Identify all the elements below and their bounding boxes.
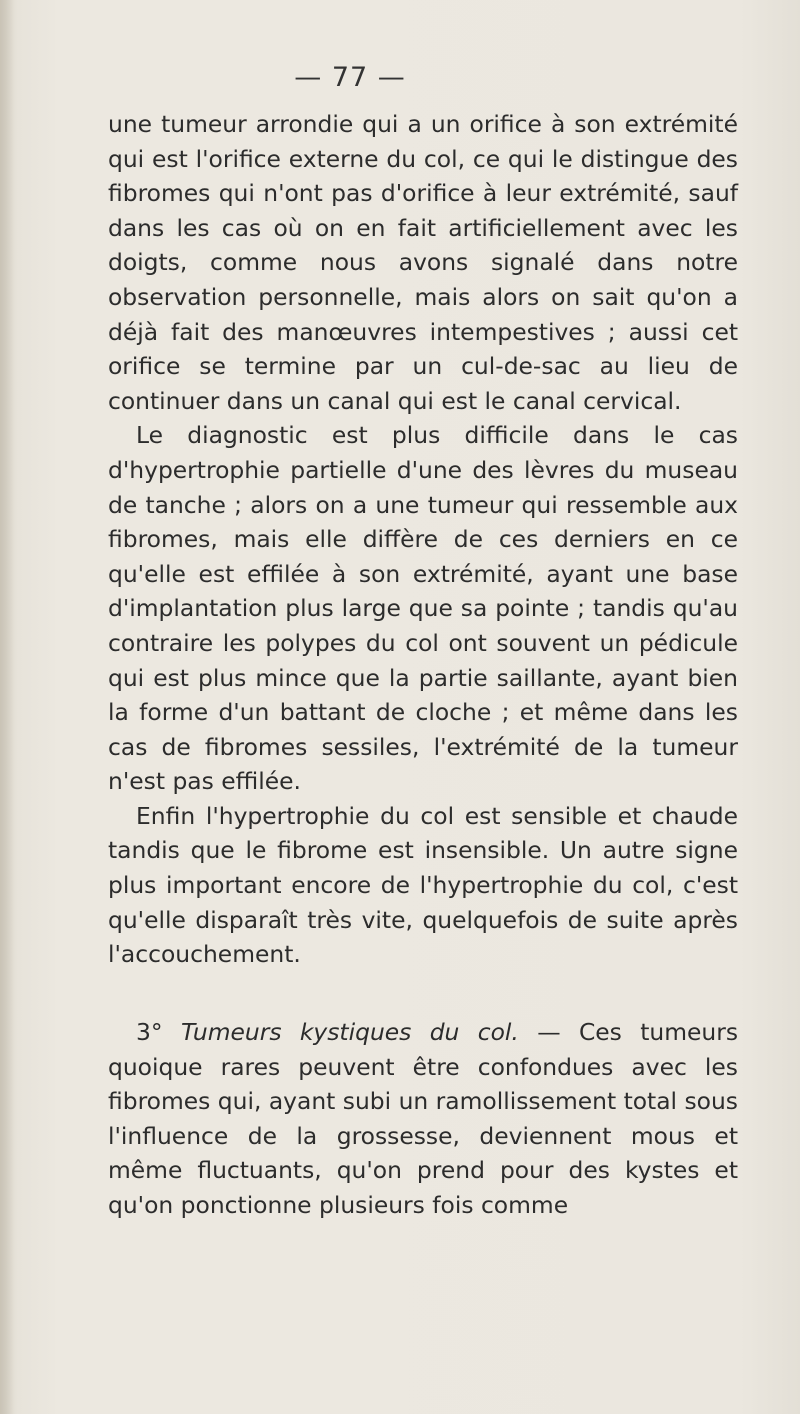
- section-3-number: 3°: [136, 1018, 163, 1046]
- page-binding-shadow: [0, 0, 14, 1414]
- section-3: [108, 1015, 738, 1223]
- paragraph-1: une tumeur arrondie qui a un orifice à son extrémité qui est l'orifice externe du col, ce qui le distingue des fibromes qui n'ont pas d'orifice à leur extrémité, sauf dans les cas où on en fait artificiellement avec les doigts, comme nous avons signalé dans notre observation personnelle, mais alors on sait qu'on a déjà fait des manœuvres intempestives ; aussi cet orifice se termine par un cul-de-sac au lieu de continuer dans un canal qui est le canal cervical.: [108, 110, 738, 415]
- page-number: — 77 —: [294, 62, 406, 93]
- paragraph-2: Le diagnostic est plus difficile dans le cas d'hypertrophie partielle d'une des lèvres du museau de tanche ; alors on a une tumeur qui ressemble aux fibromes, mais elle diffère de ces derniers en ce qu'elle est effilée à son extrémité, ayant une base d'implantation plus large que sa pointe ; tandis qu'au contraire les polypes du col ont souvent un pédicule qui est plus mince que la partie saillante, ayant bien la forme d'un battant de cloche ; et même dans les cas de fibromes sessiles, l'extrémité de la tumeur n'est pas effilée.: [108, 421, 738, 796]
- section-3-paragraph: [108, 1015, 738, 1223]
- body-text: [108, 107, 738, 972]
- paragraph-3: Enfin l'hypertrophie du col est sensible et chaude tandis que le fibrome est insensible. Un autre signe plus important encore de l'hypertrophie du col, c'est qu'elle disparaît très vite, quelquefois de suite après l'accouchement.: [108, 801, 738, 969]
- section-3-title: Tumeurs kystiques du col.: [180, 1018, 519, 1046]
- section-3-text: — Ces tumeurs quoique rares peuvent être confondues avec les fibromes qui, ayant subi un ramollissement total sous l'influence de la grossesse, deviennent mous et même fluctuants, qu'on prend pour des kystes et qu'on ponctionne plusieurs fois comme: [108, 1018, 739, 1219]
